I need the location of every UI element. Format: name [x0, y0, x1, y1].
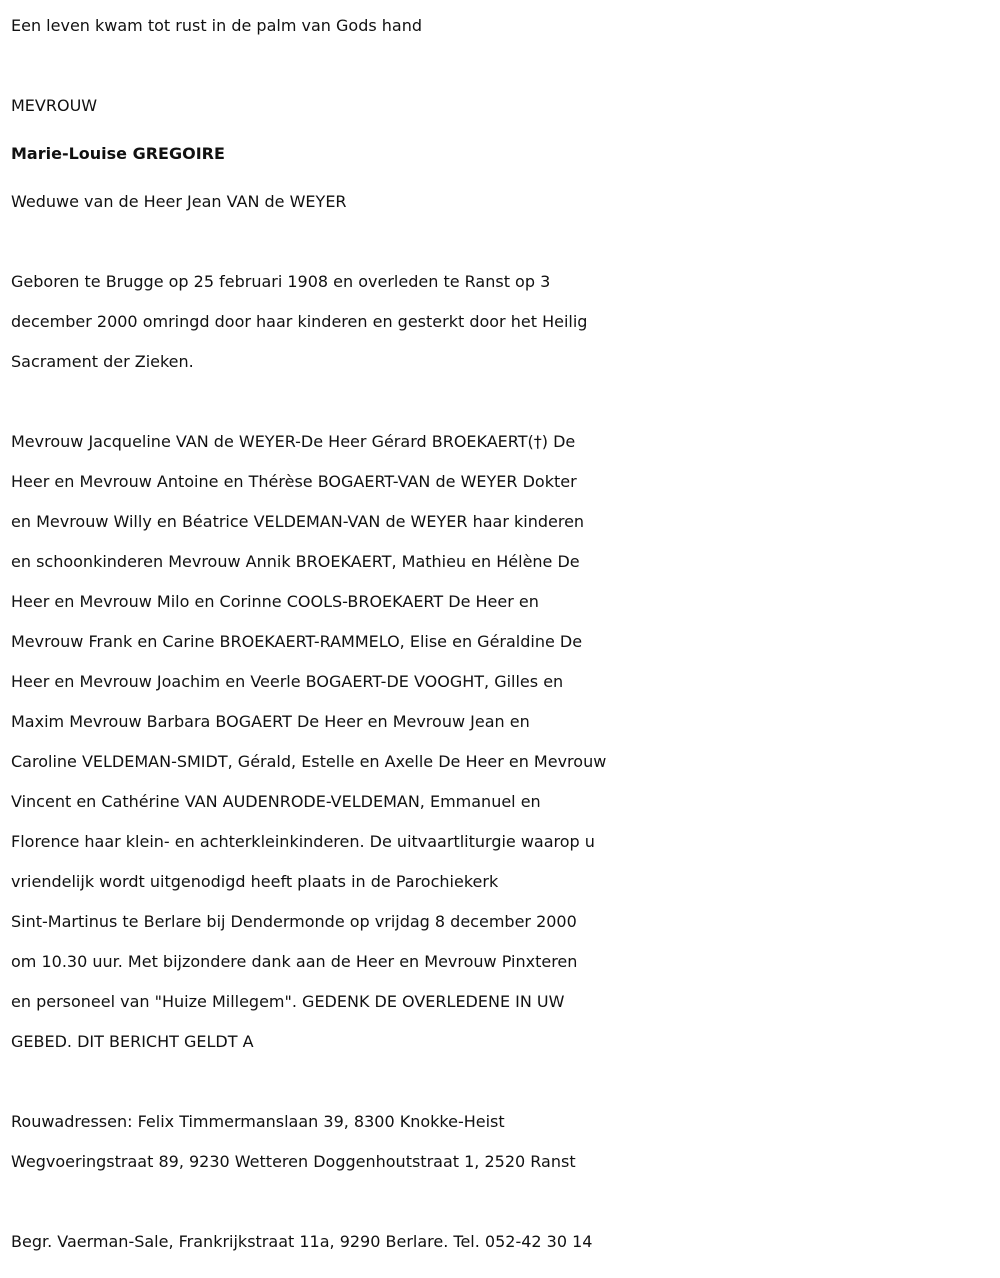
paragraph-line: Wegvoeringstraat 89, 9230 Wetteren Doggenhoutstraat 1, 2520 Ranst: [11, 1152, 576, 1171]
paragraph-line: en schoonkinderen Mevrouw Annik BROEKAERT, Mathieu en Hélène De: [11, 552, 580, 571]
paragraph-line: en personeel van "Huize Millegem". GEDENK DE OVERLEDENE IN UW: [11, 992, 565, 1011]
paragraph-line: Vincent en Cathérine VAN AUDENRODE-VELDEMAN, Emmanuel en: [11, 792, 541, 811]
paragraph-line: vriendelijk wordt uitgenodigd heeft plaats in de Parochiekerk: [11, 872, 499, 891]
addresses-paragraph: [11, 1102, 993, 1182]
obituary-notice: [11, 6, 993, 1262]
paragraph-line: GEBED. DIT BERICHT GELDT A: [11, 1032, 254, 1051]
spacer: [11, 382, 993, 422]
paragraph-line: december 2000 omringd door haar kinderen en gesterkt door het Heilig: [11, 312, 588, 331]
spacer: [11, 1182, 993, 1222]
deceased-name: Marie-Louise GREGOIRE: [11, 144, 225, 163]
birth-death-paragraph: [11, 262, 993, 382]
paragraph-line: Florence haar klein- en achterkleinkinderen. De uitvaartliturgie waarop u: [11, 832, 595, 851]
paragraph-line: Sacrament der Zieken.: [11, 352, 194, 371]
paragraph-line: Caroline VELDEMAN-SMIDT, Gérald, Estelle en Axelle De Heer en Mevrouw: [11, 752, 607, 771]
spacer: [11, 174, 993, 182]
paragraph-line: en Mevrouw Willy en Béatrice VELDEMAN-VAN de WEYER haar kinderen: [11, 512, 585, 531]
paragraph-line: Rouwadressen: Felix Timmermanslaan 39, 8300 Knokke-Heist: [11, 1112, 505, 1131]
paragraph-line: om 10.30 uur. Met bijzondere dank aan de Heer en Mevrouw Pinxteren: [11, 952, 578, 971]
family-paragraph: [11, 422, 993, 1062]
spacer: [11, 46, 993, 86]
paragraph-line: Heer en Mevrouw Milo en Corinne COOLS-BROEKAERT De Heer en: [11, 592, 539, 611]
spacer: [11, 126, 993, 134]
paragraph-line: Maxim Mevrouw Barbara BOGAERT De Heer en Mevrouw Jean en: [11, 712, 530, 731]
paragraph-line: Heer en Mevrouw Antoine en Thérèse BOGAERT-VAN de WEYER Dokter: [11, 472, 577, 491]
paragraph-line: Sint-Martinus te Berlare bij Dendermonde op vrijdag 8 december 2000: [11, 912, 577, 931]
paragraph-line: Mevrouw Jacqueline VAN de WEYER-De Heer Gérard BROEKAERT(†) De: [11, 432, 576, 451]
salutation: MEVROUW: [11, 96, 98, 115]
undertaker-line: Begr. Vaerman-Sale, Frankrijkstraat 11a, 9290 Berlare. Tel. 052-42 30 14: [11, 1232, 593, 1251]
spacer: [11, 222, 993, 262]
paragraph-line: Geboren te Brugge op 25 februari 1908 en overleden te Ranst op 3: [11, 272, 551, 291]
paragraph-line: Heer en Mevrouw Joachim en Veerle BOGAERT-DE VOOGHT, Gilles en: [11, 672, 564, 691]
paragraph-line: Mevrouw Frank en Carine BROEKAERT-RAMMELO, Elise en Géraldine De: [11, 632, 583, 651]
motto: Een leven kwam tot rust in de palm van Gods hand: [11, 16, 423, 35]
relation: Weduwe van de Heer Jean VAN de WEYER: [11, 192, 347, 211]
spacer: [11, 1062, 993, 1102]
